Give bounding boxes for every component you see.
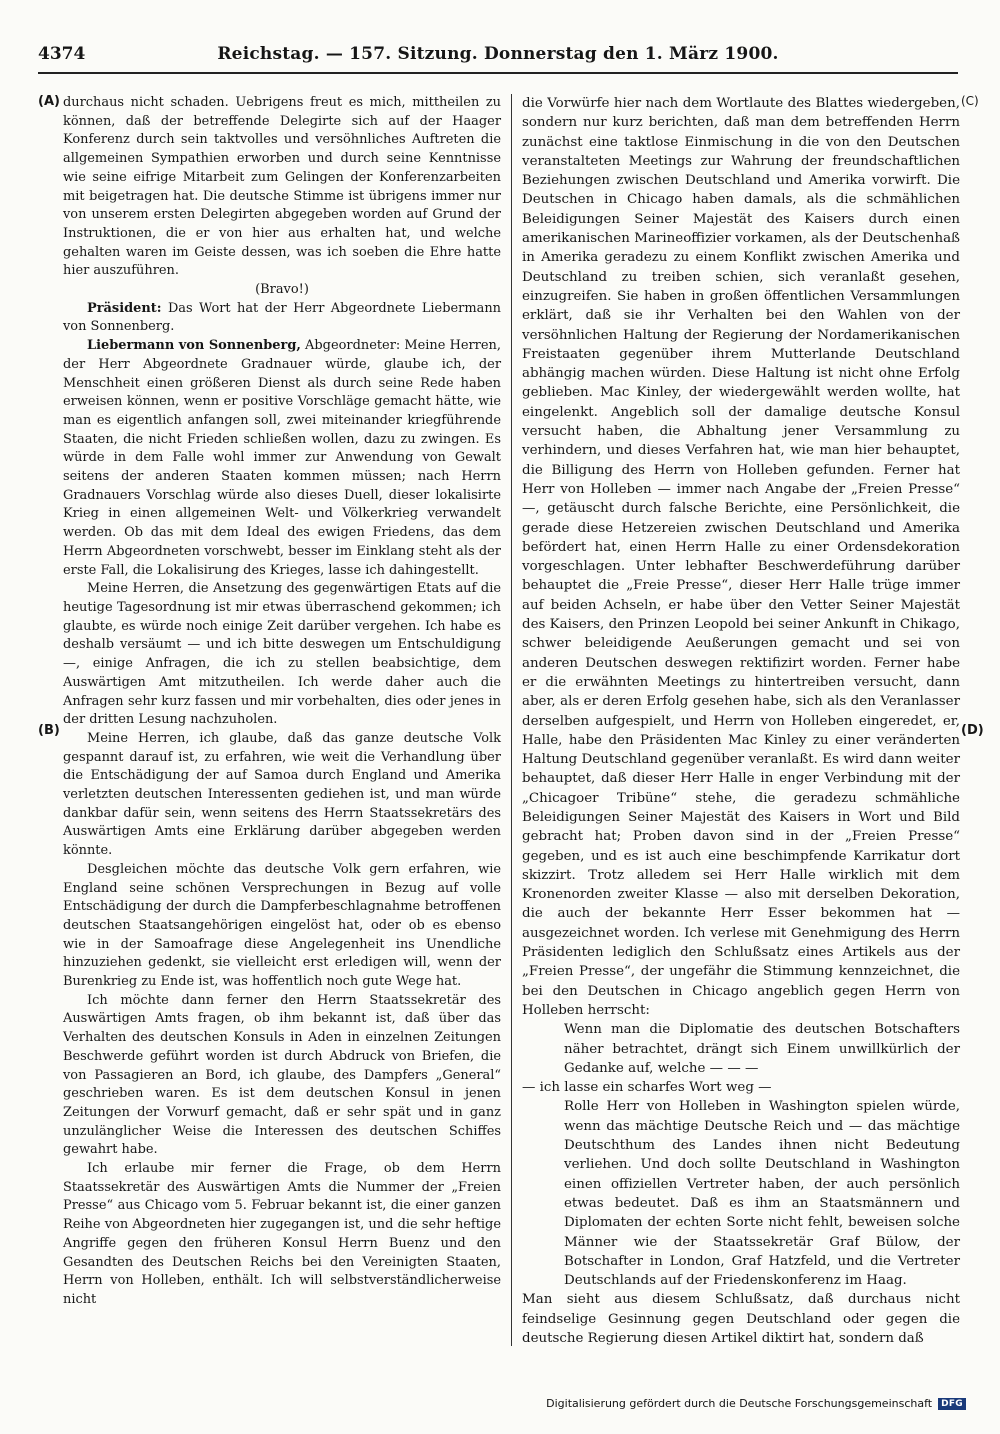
column-divider [511,94,512,1346]
footer-credit [546,1397,966,1410]
credit-text: Digitalisierung gefördert durch die Deutsche Forschungsgemeinschaft [546,1397,933,1410]
paragraph: Man sieht aus diesem Schlußsatz, daß durchaus nicht feindselige Gesinnung gegen Deutschland oder gegen die deutsche Regierung diesen Artikel diktirt hat, sondern daß [522,1292,960,1346]
page-header [38,42,958,68]
header-rule [38,72,958,74]
quotation: Wenn man die Diplomatie des deutschen Botschafters näher betrachtet, drängt sich Einem unwillkürlich der Gedanke auf, welche — — — [564,1022,960,1076]
margin-mark-c: (C) [961,94,979,108]
margin-mark-d: (D) [961,723,984,738]
interjection: — ich lasse ein scharfes Wort weg — [522,1080,772,1096]
paragraph: Ich erlaube mir ferner die Frage, ob dem Herrn Staatssekretär des Auswärtigen Amts die Nummer der „Freien Presse“ aus Chicago vom 5. Februar bekannt ist, die einer ganzen Reihe von Abgeordneten hier zugegangen ist, und die sehr heftige Angriffe gegen den früheren Konsul Herrn Buenz und den Gesandten des Deutschen Reichs bei den Vereinigten Staaten, Herrn von Holleben, enthält. Ich will selbstverständlicherweise nicht [63,1161,501,1307]
running-title: Reichstag. — 157. Sitzung. Donnerstag den 1. März 1900. [217,44,779,64]
paragraph: Ich möchte dann ferner den Herrn Staatssekretär des Auswärtigen Amts fragen, ob ihm bekannt ist, daß über das Verhalten des deutschen Konsuls in Aden in einzelnen Zeitungen Beschwerde geführt worden ist durch Abdruck von Briefen, die von Passagieren an Bord, ich glaube, des Dampfers „General“ geschrieben waren. Es ist dem deutschen Konsul in jenen Zeitungen der Vorwurf gemacht, daß er sehr spät und in ganz unzulänglicher Weise die Interessen des deutschen Schiffes gewahrt habe. [63,992,501,1158]
paragraph: Präsident: Das Wort hat der Herr Abgeordnete Liebermann von Sonnenberg. [63,300,501,335]
paragraph: die Vorwürfe hier nach dem Wortlaute des Blattes wiedergeben, sondern nur kurz berichten, daß man dem betreffenden Herrn zunächst eine taktlose Einmischung in die von den Deutschen veranstalteten Meetings zur Wahrung der freundschaftlichen Beziehungen zwischen Deutschland und Amerika vorwirft. Die Deutschen in Chicago haben damals, als die schmählichen Beleidigungen Seiner Majestät des Kaisers durch einen amerikanischen Marineoffizier vorkamen, als der Deutschenhaß in Amerika geradezu zu einem Konflikt zwischen Amerika und Deutschland zu treiben schien, sich veranlaßt gesehen, einzugreifen. Sie haben in großen öffentlichen Versammlungen erklärt, daß sie ihr Verhalten bei den Wahlen von der versöhnlichen Haltung der Regierung der Nordamerikanischen Freistaaten gegenüber ihrem Mutterlande Deutschland abhängig machen würden. Diese Haltung ist nicht ohne Erfolg geblieben. Mac Kinley, der wiedergewählt werden wollte, hat eingelenkt. Angeblich soll der damalige deutsche Konsul versucht haben, die Abhaltung jener Versammlung zu verhindern, und dieses Verfahren hat, wie man hier behauptet, die Billigung des Herrn von Holleben gefunden. Ferner hat Herr von Holleben — immer nach Angabe der „Freien Presse“ —, getäuscht durch falsche Berichte, eine Persönlichkeit, die gerade diese Hetzereien zwischen Deutschland und Amerika befördert hat, einen Herrn Halle zu einer Ordensdekoration vorgeschlagen. Unter lebhafter Beschwerdeführung darüber behauptet die „Freie Presse“, dieser Herr Halle trüge immer auf beiden Achseln, er habe über den Vetter Seiner Majestät des Kaisers, den Prinzen Leopold bei seiner Ankunft in Chikago, schwer beleidigende Aeußerungen gemacht und sei von anderen Deutschen deswegen rektifizirt worden. Ferner habe er die erwähnten Meetings zu hintertreiben versucht, dann aber, als er deren Erfolg gesehen habe, sich als den Veranlasser derselben aufgespielt, und Herrn von Holleben eingeredet, er, Halle, habe den Präsidenten Mac Kinley zu einer veränderten Haltung Deutschland gegenüber veranlaßt. Es wird dann weiter behauptet, daß dieser Herr Halle in enger Verbindung mit der „Chicagoer Tribüne“ stehe, die geradezu schmähliche Beleidigungen Seiner Majestät des Kaisers in Wort und Bild gebracht hat; Proben davon sind in der „Freien Presse“ gegeben, und es ist auch eine beschimpfende Karrikatur dort skizzirt. Trotz alledem sei Herr Halle wirklich mit dem Kronenorden zweiter Klasse — also mit derselben Dekoration, die auch der bekannte Herr Esser bekommen hat — ausgezeichnet worden. Ich verlese mit Genehmigung des Herrn Präsidenten lediglich den Schlußsatz eines Artikels aus der „Freien Presse“, der ungefähr die Stimmung kennzeichnet, die bei den Deutschen in Chicago angeblich gegen Herrn von Holleben herrscht: [522,96,960,1018]
paragraph: Liebermann von Sonnenberg, Abgeordneter: Meine Herren, der Herr Abgeordnete Gradnauer würde, glaube ich, der Menschheit einen größeren Dienst als durch seine Rede haben erweisen können, wenn er positive Vorschläge gemacht hätte, wie man es eigentlich anfangen soll, zwei miteinander kriegführende Staaten, die nicht Frieden schließen wollen, dazu zu zwingen. Es würde in dem Falle wohl immer zur Anwendung von Gewalt seitens der anderen Staaten kommen müssen; nach Herrn Gradnauers Vorschlag würde also dieses Duell, dieser lokalisirte Krieg in einen allgemeinen Welt- und Völkerkrieg verwandelt werden. Ob das mit dem Ideal des ewigen Friedens, das dem Herrn Abgeordneten vorschwebt, besser im Einklang steht als der erste Fall, die Lokalisirung des Krieges, lasse ich dahingestellt. [63,338,501,578]
applause-note: (Bravo!) [255,282,309,298]
page-number: 4374 [38,44,86,64]
dfg-logo: DFG [938,1398,966,1410]
paragraph: durchaus nicht schaden. Uebrigens freut es mich, mittheilen zu können, daß der betreffende Delegirte sich auf der Haager Konferenz durch sein taktvolles und versöhnliches Auftreten die allgemeinen Sympathien erworben und durch seine Kenntnisse wie seine eifrige Mitarbeit zum Gelingen der Konferenzarbeiten mit beigetragen hat. Die deutsche Stimme ist übrigens immer nur von unserem ersten Delegirten abgegeben worden auf Grund der Instruktionen, die er von hier aus erhalten hat, und welche gehalten waren im Geiste dessen, was ich soeben die Ehre hatte hier auszuführen. [63,95,501,279]
right-column [522,94,960,1348]
paragraph: Meine Herren, die Ansetzung des gegenwärtigen Etats auf die heutige Tagesordnung ist mir etwas überraschend gekommen; ich glaubte, es würde noch einige Zeit darüber vergehen. Ich habe es deshalb versäumt — und ich bitte deswegen um Entschuldigung —, einige Anfragen, die ich zu stellen beabsichtige, dem Auswärtigen Amt mitzutheilen. Ich werde daher auch die Anfragen sehr kurz fassen und mir vorbehalten, dies oder jenes in der dritten Lesung nachzuholen. [63,581,501,728]
speaker-name: Liebermann von Sonnenberg, [87,338,301,354]
speaker-name: Präsident: [87,300,162,316]
margin-mark-b: (B) [38,723,60,738]
left-column [63,94,501,1310]
paragraph: Desgleichen möchte das deutsche Volk gern erfahren, wie England seine schönen Versprechungen in Bezug auf volle Entschädigung der durch die Dampferbeschlagnahme betroffenen deutschen Staatsangehörigen eingelöst hat, oder ob es ebenso wie in der Samoafrage diese Angelegenheit ins Unendliche hinzuziehen gedenkt, sie vielleicht erst erledigen will, wenn der Burenkrieg zu Ende ist, was hoffentlich noch gute Wege hat. [63,861,501,990]
margin-mark-a: (A) [38,94,60,109]
quotation: Rolle Herr von Holleben in Washington spielen würde, wenn das mächtige Deutsche Reich und — das mächtige Deutschthum des Landes ihnen nicht Bedeutung verliehen. Und doch sollte Deutschland in Washington einen offiziellen Vertreter haben, der auch persönlich etwas bedeutet. Daß es ihm an Staatsmännern und Diplomaten der echten Sorte nicht fehlt, beweisen solche Männer wie der Staatssekretär Graf Bülow, der Botschafter in London, Graf Hatzfeld, und die Vertreter Deutschlands auf der Friedenskonferenz im Haag. [564,1099,960,1289]
paragraph: Meine Herren, ich glaube, daß das ganze deutsche Volk gespannt darauf ist, zu erfahren, wie weit die Verhandlung über die Entschädigung der auf Samoa durch England und Amerika verletzten deutschen Interessenten gediehen ist, und man würde dankbar dafür sein, wenn seitens des Herrn Staatssekretärs des Auswärtigen Amts eine Erklärung darüber abgegeben werden könnte. [63,730,501,859]
